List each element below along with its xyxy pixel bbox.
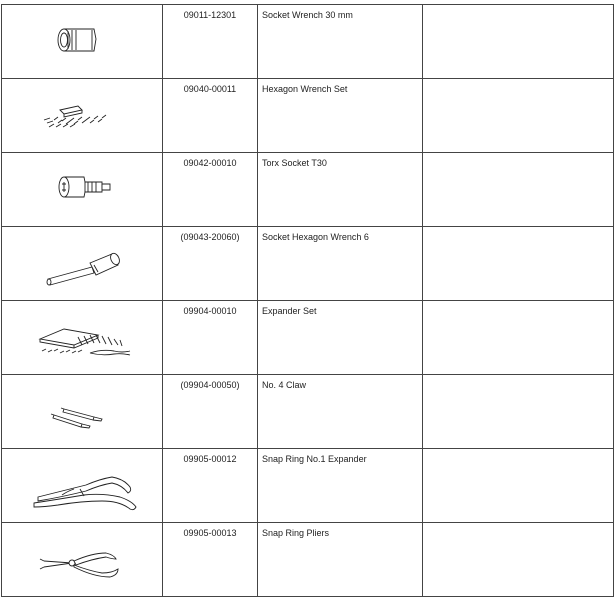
tool-illustration-cell <box>2 449 163 523</box>
tool-name: Socket Hexagon Wrench 6 <box>258 227 423 301</box>
tool-name: Torx Socket T30 <box>258 153 423 227</box>
part-number: 09905-00012 <box>163 449 258 523</box>
socket-wrench-icon <box>2 5 163 73</box>
tool-illustration-cell <box>2 153 163 227</box>
part-number: (09043-20060) <box>163 227 258 301</box>
part-number: 09011-12301 <box>163 5 258 79</box>
notes-cell <box>423 79 614 153</box>
notes-cell <box>423 375 614 449</box>
tool-name: Snap Ring Pliers <box>258 523 423 597</box>
part-number: 09042-00010 <box>163 153 258 227</box>
tool-illustration-cell <box>2 301 163 375</box>
tool-name: Snap Ring No.1 Expander <box>258 449 423 523</box>
notes-cell <box>423 301 614 375</box>
table-row <box>2 375 614 449</box>
table-row <box>2 79 614 153</box>
part-number: 09905-00013 <box>163 523 258 597</box>
socket-hexagon-wrench-icon <box>2 227 163 295</box>
table-row <box>2 449 614 523</box>
notes-cell <box>423 523 614 597</box>
tool-name: Socket Wrench 30 mm <box>258 5 423 79</box>
part-number: 09904-00010 <box>163 301 258 375</box>
notes-cell <box>423 153 614 227</box>
part-number: 09040-00011 <box>163 79 258 153</box>
tool-illustration-cell <box>2 5 163 79</box>
table-row <box>2 301 614 375</box>
table-row <box>2 5 614 79</box>
special-service-tools-table <box>1 4 614 597</box>
table-row <box>2 153 614 227</box>
table-row <box>2 523 614 597</box>
tool-illustration-cell <box>2 227 163 301</box>
tool-illustration-cell <box>2 79 163 153</box>
tool-illustration-cell <box>2 523 163 597</box>
notes-cell <box>423 5 614 79</box>
notes-cell <box>423 449 614 523</box>
tool-illustration-cell <box>2 375 163 449</box>
table-row <box>2 227 614 301</box>
hexagon-wrench-set-icon <box>2 79 163 147</box>
claw-icon <box>2 375 163 443</box>
notes-cell <box>423 227 614 301</box>
part-number: (09904-00050) <box>163 375 258 449</box>
tool-name: No. 4 Claw <box>258 375 423 449</box>
snap-ring-expander-icon <box>2 449 163 517</box>
tool-name: Hexagon Wrench Set <box>258 79 423 153</box>
torx-socket-icon <box>2 153 163 221</box>
tool-name: Expander Set <box>258 301 423 375</box>
snap-ring-pliers-icon <box>2 523 163 591</box>
expander-set-icon <box>2 301 163 369</box>
